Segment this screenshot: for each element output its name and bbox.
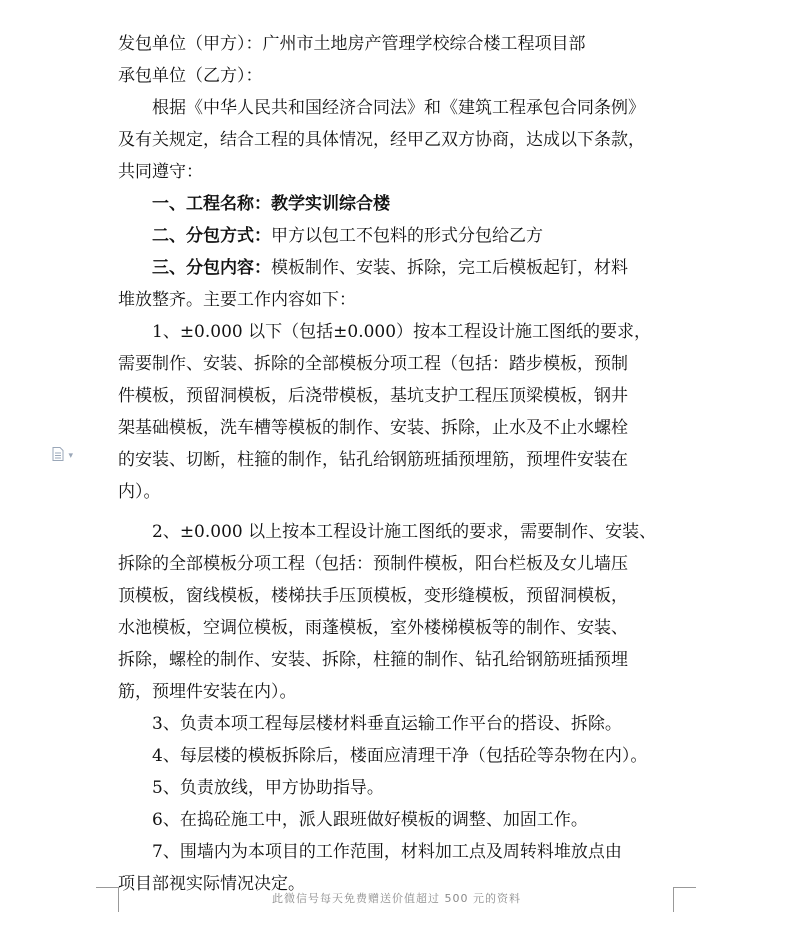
paragraph-gap xyxy=(118,508,678,516)
contract-body xyxy=(118,28,678,900)
item-line: 5、负责放线，甲方协助指导。 xyxy=(152,778,384,798)
item-line: 筋，预埋件安装在内）。 xyxy=(118,682,297,702)
item-line: 水池模板，空调位模板，雨蓬模板，室外楼梯模板等的制作、安装、 xyxy=(118,618,628,638)
clause-label: 一、工程名称： xyxy=(152,194,271,214)
item-line: 1、±0.000 以下（包括±0.000）按本工程设计施工图纸的要求， xyxy=(152,322,652,342)
party-b-line: 承包单位（乙方）： xyxy=(118,66,263,86)
chevron-down-icon: ▾ xyxy=(68,451,73,461)
clause-continuation: 堆放整齐。主要工作内容如下： xyxy=(118,290,356,310)
item-line: 3、负责本项工程每层楼材料垂直运输工作平台的搭设、拆除。 xyxy=(152,714,622,734)
item-line: 拆除的全部模板分项工程（包括：预制件模板，阳台栏板及女儿墙压 xyxy=(118,554,628,574)
item-line: 2、±0.000 以上按本工程设计施工图纸的要求，需要制作、安装、 xyxy=(152,522,657,542)
item-line: 7、围墙内为本项目的工作范围，材料加工点及周转料堆放点由 xyxy=(152,842,622,862)
item-line: 内）。 xyxy=(118,482,161,502)
item-line: 6、在捣砼施工中，派人跟班做好模板的调整、加固工作。 xyxy=(152,810,588,830)
clause-label: 三、分包内容： xyxy=(152,258,271,278)
item-line: 件模板，预留洞模板，后浇带模板，基坑支护工程压顶梁模板，钢井 xyxy=(118,386,628,406)
intro-line: 根据《中华人民共和国经济合同法》和《建筑工程承包合同条例》 xyxy=(152,98,645,118)
item-line: 架基础模板，洗车槽等模板的制作、安装、拆除，止水及不止水螺栓 xyxy=(118,418,628,438)
intro-line: 及有关规定，结合工程的具体情况，经甲乙双方协商，达成以下条款， xyxy=(118,130,645,150)
clause-value: 模板制作、安装、拆除，完工后模板起钉，材料 xyxy=(271,258,628,278)
item-line: 拆除，螺栓的制作、安装、拆除，柱箍的制作、钻孔给钢筋班插预埋 xyxy=(118,650,628,670)
item-line: 项目部视实际情况决定。 xyxy=(118,874,305,894)
item-line: 顶模板，窗线模板，楼梯扶手压顶模板，变形缝模板，预留洞模板， xyxy=(118,586,628,606)
document-icon[interactable] xyxy=(52,446,80,464)
clause-value: 甲方以包工不包料的形式分包给乙方 xyxy=(271,226,543,246)
footer-note: 此微信号每天免费赠送价值超过 500 元的资料 xyxy=(272,892,521,905)
item-line: 需要制作、安装、拆除的全部模板分项工程（包括：踏步模板，预制 xyxy=(118,354,628,374)
item-line: 的安装、切断，柱箍的制作，钻孔给钢筋班插预埋筋，预埋件安装在 xyxy=(118,450,628,470)
clause-subcontract-method xyxy=(118,220,678,252)
clause-label: 二、分包方式： xyxy=(152,226,271,246)
clause-value: 教学实训综合楼 xyxy=(271,194,390,214)
clause-project-name xyxy=(118,188,678,220)
party-a-line: 发包单位（甲方）：广州市土地房产管理学校综合楼工程项目部 xyxy=(118,34,586,54)
item-line: 4、每层楼的模板拆除后，楼面应清理干净（包括砼等杂物在内）。 xyxy=(152,746,648,766)
intro-line: 共同遵守： xyxy=(118,162,203,182)
clause-subcontract-content xyxy=(118,252,678,284)
